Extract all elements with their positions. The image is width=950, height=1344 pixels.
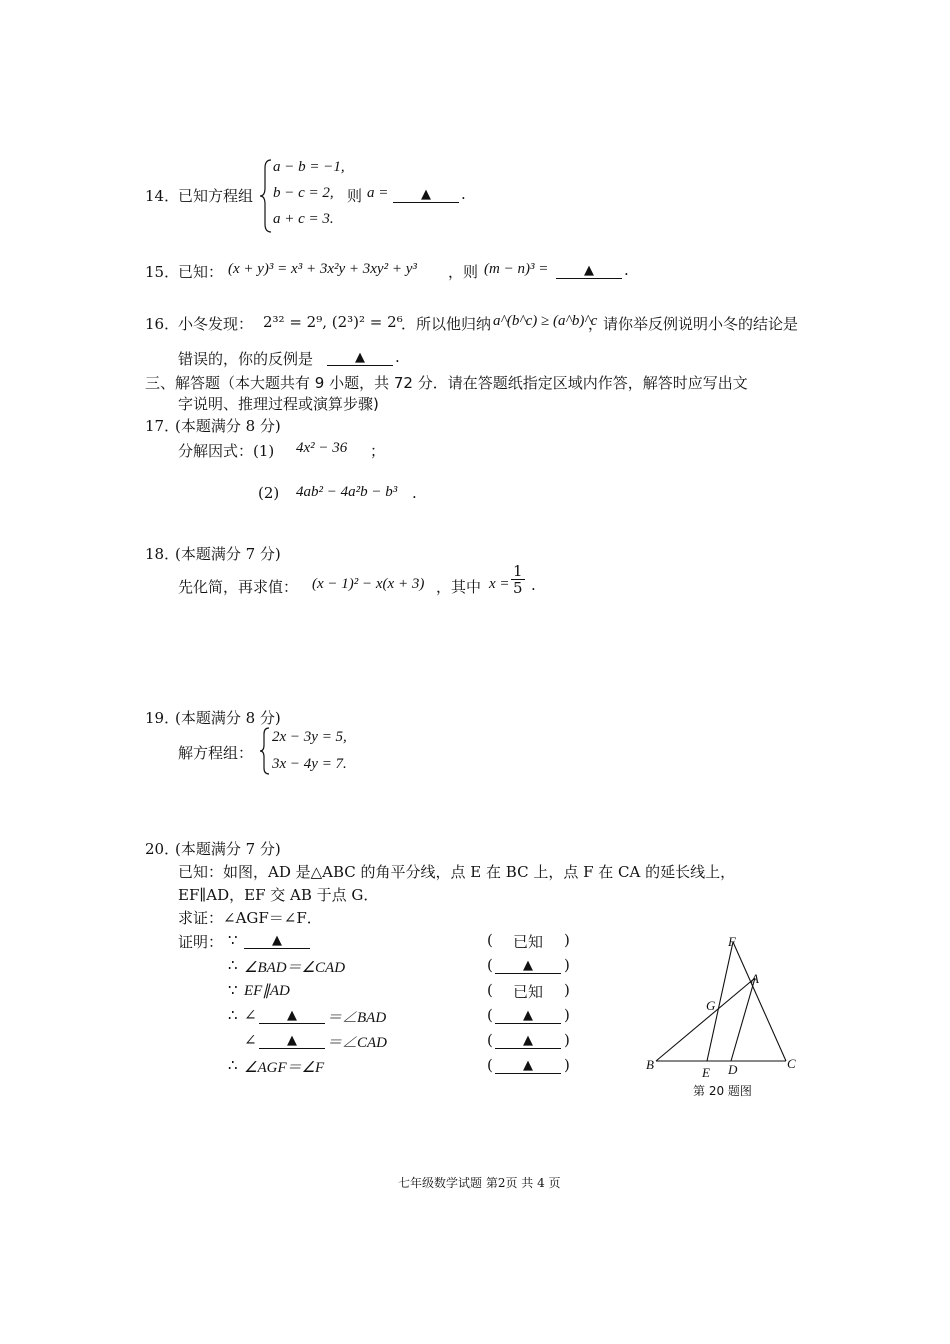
- angle-symbol: ∠: [244, 1006, 257, 1024]
- q16-end: .: [395, 348, 400, 366]
- q20-given-line2: EF∥AD，EF 交 AB 于点 G．: [178, 886, 379, 904]
- q16-inequality: a^(b^c) ≥ (a^b)^c: [493, 313, 598, 329]
- q16-line1-a: 小冬发现：: [178, 315, 254, 333]
- q16-examples: 2³² = 2⁹, (2³)² = 2⁶: [263, 313, 403, 331]
- blank-triangle-icon: ▲: [355, 350, 365, 365]
- q17-part1-end: ；: [370, 442, 386, 460]
- q18-var: x =: [489, 576, 510, 592]
- q20-prove: 求证：∠AGF＝∠F．: [178, 909, 322, 927]
- q18-fraction: [511, 563, 525, 596]
- q20-score: (本题满分 7 分): [175, 840, 281, 858]
- therefore-symbol: ∴: [228, 956, 238, 974]
- q15-target: (m − n)³ =: [484, 261, 549, 277]
- q15-prefix: 已知：: [178, 263, 224, 281]
- q19-score: (本题满分 8 分): [175, 709, 281, 727]
- q18-expr: (x − 1)² − x(x + 3): [312, 576, 425, 592]
- therefore-symbol: ∴: [228, 1056, 238, 1074]
- q15-number: 15．: [145, 263, 180, 281]
- q16-line1-c: ．所以他归纳: [401, 315, 492, 333]
- q16-answer-blank[interactable]: [327, 349, 393, 366]
- q17-part2-end: .: [412, 484, 417, 502]
- q20-step1-blank[interactable]: [244, 932, 310, 949]
- q20-reason2-blank[interactable]: [495, 957, 561, 974]
- label-e: E: [702, 1065, 710, 1080]
- q14-eq1: a − b = −1,: [273, 159, 345, 175]
- q14-eq3: a + c = 3.: [273, 211, 334, 227]
- q20-reason4-blank[interactable]: [495, 1007, 561, 1024]
- q15-end: .: [624, 261, 629, 279]
- blank-triangle-icon: ▲: [523, 1033, 533, 1048]
- q15-answer-blank[interactable]: [556, 262, 622, 279]
- q17-part2-expr: 4ab² − 4a²b − b³: [296, 484, 398, 500]
- q20-reason6-close: ): [564, 1056, 570, 1074]
- segment-fc: [733, 942, 786, 1061]
- q20-reason5-blank[interactable]: [495, 1032, 561, 1049]
- blank-triangle-icon: ▲: [287, 1008, 297, 1023]
- q17-part1-expr: 4x² − 36: [296, 440, 348, 456]
- q16-number: 16．: [145, 315, 180, 333]
- q18-text: 先化简，再求值：: [178, 578, 299, 596]
- q14-brace: [259, 158, 273, 234]
- q19-text: 解方程组：: [178, 744, 254, 762]
- q15-then: ，则: [448, 263, 479, 281]
- q20-step3: EF∥AD: [244, 983, 290, 999]
- angle-symbol: ∠: [244, 1031, 257, 1049]
- q17-score: (本题满分 8 分): [175, 417, 281, 435]
- blank-triangle-icon: ▲: [272, 933, 282, 948]
- segment-ad: [731, 978, 755, 1061]
- q14-answer-blank[interactable]: [393, 186, 459, 203]
- label-b: B: [646, 1057, 654, 1072]
- q20-step5-tail: ＝∠CAD: [327, 1035, 388, 1051]
- label-c: C: [787, 1056, 796, 1071]
- label-d: D: [728, 1062, 738, 1077]
- q18-where: ，其中: [436, 578, 482, 596]
- q14-var: a =: [367, 185, 389, 201]
- q19-eq2: 3x − 4y = 7.: [272, 756, 347, 772]
- q15-expr: (x + y)³ = x³ + 3x²y + 3xy² + y³: [228, 261, 417, 277]
- therefore-symbol: ∴: [228, 1006, 238, 1024]
- q20-step6: ∠AGF＝∠F: [244, 1060, 325, 1076]
- because-symbol: ∵: [228, 981, 238, 999]
- q20-figure-caption: 第 20 题图: [693, 1084, 752, 1098]
- segment-ba: [656, 978, 755, 1061]
- q14-prefix: 已知方程组: [178, 187, 254, 205]
- section3-heading-line1: 三、解答题（本大题共有 9 小题，共 72 分．请在答题纸指定区域内作答，解答时应写出文: [145, 374, 748, 392]
- q20-reason6-blank[interactable]: [495, 1057, 561, 1074]
- q18-end: .: [531, 576, 536, 594]
- q20-given-line1: 已知：如图，AD 是△ABC 的角平分线，点 E 在 BC 上，点 F 在 CA 的延长线上，: [178, 863, 736, 881]
- blank-triangle-icon: ▲: [287, 1033, 297, 1048]
- blank-triangle-icon: ▲: [421, 187, 431, 202]
- label-f: F: [728, 934, 736, 949]
- q20-step4-blank[interactable]: [259, 1007, 325, 1024]
- q20-reason1: 已知: [513, 933, 544, 951]
- q14-then: 则: [347, 187, 363, 205]
- because-symbol: ∵: [228, 931, 238, 949]
- q20-reason1-open: (: [487, 931, 493, 949]
- q20-number: 20．: [145, 840, 180, 858]
- q20-reason4-close: ): [564, 1006, 570, 1024]
- blank-triangle-icon: ▲: [584, 263, 594, 278]
- q17-part1-label: 分解因式：(1): [178, 442, 275, 460]
- q20-reason4-open: (: [487, 1006, 493, 1024]
- q20-reason1-close: ): [564, 931, 570, 949]
- label-g: G: [706, 998, 716, 1013]
- label-a: A: [751, 971, 759, 986]
- q18-number: 18．: [145, 545, 180, 563]
- q14-end: .: [461, 185, 466, 203]
- q17-number: 17．: [145, 417, 180, 435]
- q20-reason3-open: (: [487, 981, 493, 999]
- q20-step5-blank[interactable]: [259, 1032, 325, 1049]
- q19-number: 19．: [145, 709, 180, 727]
- q20-reason5-close: ): [564, 1031, 570, 1049]
- q18-frac-den: 5: [513, 579, 523, 597]
- blank-triangle-icon: ▲: [523, 1058, 533, 1073]
- q20-reason2-close: ): [564, 956, 570, 974]
- q20-reason3-close: ): [564, 981, 570, 999]
- blank-triangle-icon: ▲: [523, 1008, 533, 1023]
- q20-step4-tail: ＝∠BAD: [327, 1010, 387, 1026]
- q20-reason6-open: (: [487, 1056, 493, 1074]
- q16-line2: 错误的，你的反例是: [178, 350, 314, 368]
- q20-reason5-open: (: [487, 1031, 493, 1049]
- q14-number: 14．: [145, 187, 180, 205]
- q18-frac-num: 1: [513, 562, 523, 580]
- q19-brace: [259, 726, 271, 776]
- q17-part2-label: (2): [258, 484, 280, 502]
- q14-eq2: b − c = 2,: [273, 185, 334, 201]
- q20-reason3: 已知: [513, 983, 544, 1001]
- q19-eq1: 2x − 3y = 5,: [272, 729, 347, 745]
- page-footer: 七年级数学试题 第2页 共 4 页: [398, 1176, 561, 1190]
- q18-score: (本题满分 7 分): [175, 545, 281, 563]
- q20-step2: ∠BAD＝∠CAD: [244, 960, 346, 976]
- q20-proof-label: 证明：: [178, 933, 224, 951]
- q20-figure: [640, 930, 810, 1080]
- q16-line1-e: ，请你举反例说明小冬的结论是: [588, 315, 799, 333]
- section3-heading-line2: 字说明、推理过程或演算步骤): [178, 395, 379, 413]
- blank-triangle-icon: ▲: [523, 958, 533, 973]
- q20-reason2-open: (: [487, 956, 493, 974]
